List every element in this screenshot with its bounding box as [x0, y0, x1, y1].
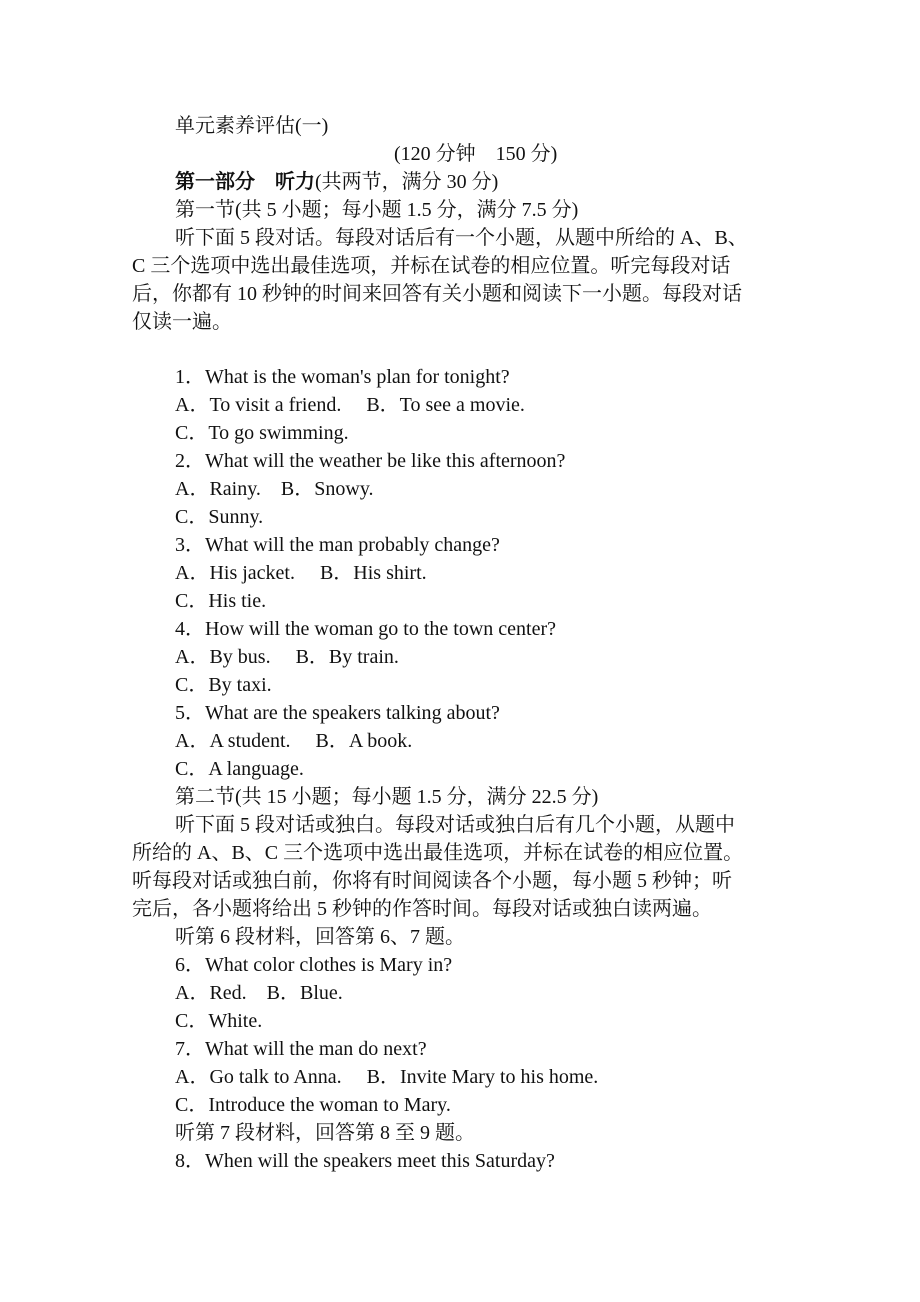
- material-6-heading: 听第 6 段材料，回答第 6、7 题。: [175, 926, 465, 948]
- question-3: 3．What will the man probably change?: [175, 534, 500, 556]
- time-score: (120 分钟 150 分): [394, 143, 558, 165]
- section1-instruction-line: C 三个选项中选出最佳选项，并标在试卷的相应位置。听完每段对话: [132, 255, 731, 277]
- question-6: 6．What color clothes is Mary in?: [175, 954, 453, 976]
- question-1-options-ab: A．To visit a friend. B．To see a movie.: [175, 394, 525, 416]
- question-2: 2．What will the weather be like this afternoon?: [175, 450, 566, 472]
- question-3-options-ab: A．His jacket. B．His shirt.: [175, 562, 427, 584]
- question-7-option-c: C．Introduce the woman to Mary.: [175, 1094, 451, 1116]
- question-6-option-c: C．White.: [175, 1010, 263, 1032]
- section2-instruction-line: 听每段对话或独白前，你将有时间阅读各个小题，每小题 5 秒钟；听: [132, 870, 732, 892]
- part1-note: (共两节，满分 30 分): [315, 171, 499, 193]
- question-7: 7．What will the man do next?: [175, 1038, 427, 1060]
- question-3-option-c: C．His tie.: [175, 590, 267, 612]
- question-5-option-c: C．A language.: [175, 758, 304, 780]
- section1-instruction-line: 仅读一遍。: [132, 311, 232, 333]
- section1-heading: 第一节(共 5 小题；每小题 1.5 分，满分 7.5 分): [175, 199, 579, 221]
- question-6-options-ab: A．Red. B．Blue.: [175, 982, 343, 1004]
- question-4-option-c: C．By taxi.: [175, 674, 272, 696]
- question-5-options-ab: A．A student. B．A book.: [175, 730, 413, 752]
- question-1-option-c: C．To go swimming.: [175, 422, 349, 444]
- page-title: 单元素养评估(一): [175, 115, 329, 137]
- section1-instruction-line: 听下面 5 段对话。每段对话后有一个小题，从题中所给的 A、B、: [175, 227, 748, 249]
- part1-heading: 第一部分 听力: [175, 171, 315, 193]
- question-2-options-ab: A．Rainy. B．Snowy.: [175, 478, 374, 500]
- section2-instruction-line: 完后，各小题将给出 5 秒钟的作答时间。每段对话或独白读两遍。: [132, 898, 712, 920]
- question-2-option-c: C．Sunny.: [175, 506, 264, 528]
- part1-heading-line: [175, 168, 795, 196]
- question-4: 4．How will the woman go to the town center?: [175, 618, 557, 640]
- question-4-options-ab: A．By bus. B．By train.: [175, 646, 399, 668]
- section2-instruction-line: 所给的 A、B、C 三个选项中选出最佳选项，并标在试卷的相应位置。: [132, 842, 744, 864]
- question-5: 5．What are the speakers talking about?: [175, 702, 500, 724]
- question-8: 8．When will the speakers meet this Saturday?: [175, 1150, 555, 1172]
- question-7-options-ab: A．Go talk to Anna. B．Invite Mary to his home.: [175, 1066, 599, 1088]
- section1-instruction-line: 后，你都有 10 秒钟的时间来回答有关小题和阅读下一小题。每段对话: [132, 283, 742, 305]
- question-1: 1．What is the woman's plan for tonight?: [175, 366, 510, 388]
- section2-instruction-line: 听下面 5 段对话或独白。每段对话或独白后有几个小题，从题中: [175, 814, 735, 836]
- material-7-heading: 听第 7 段材料，回答第 8 至 9 题。: [175, 1122, 475, 1144]
- section2-heading: 第二节(共 15 小题；每小题 1.5 分，满分 22.5 分): [175, 786, 599, 808]
